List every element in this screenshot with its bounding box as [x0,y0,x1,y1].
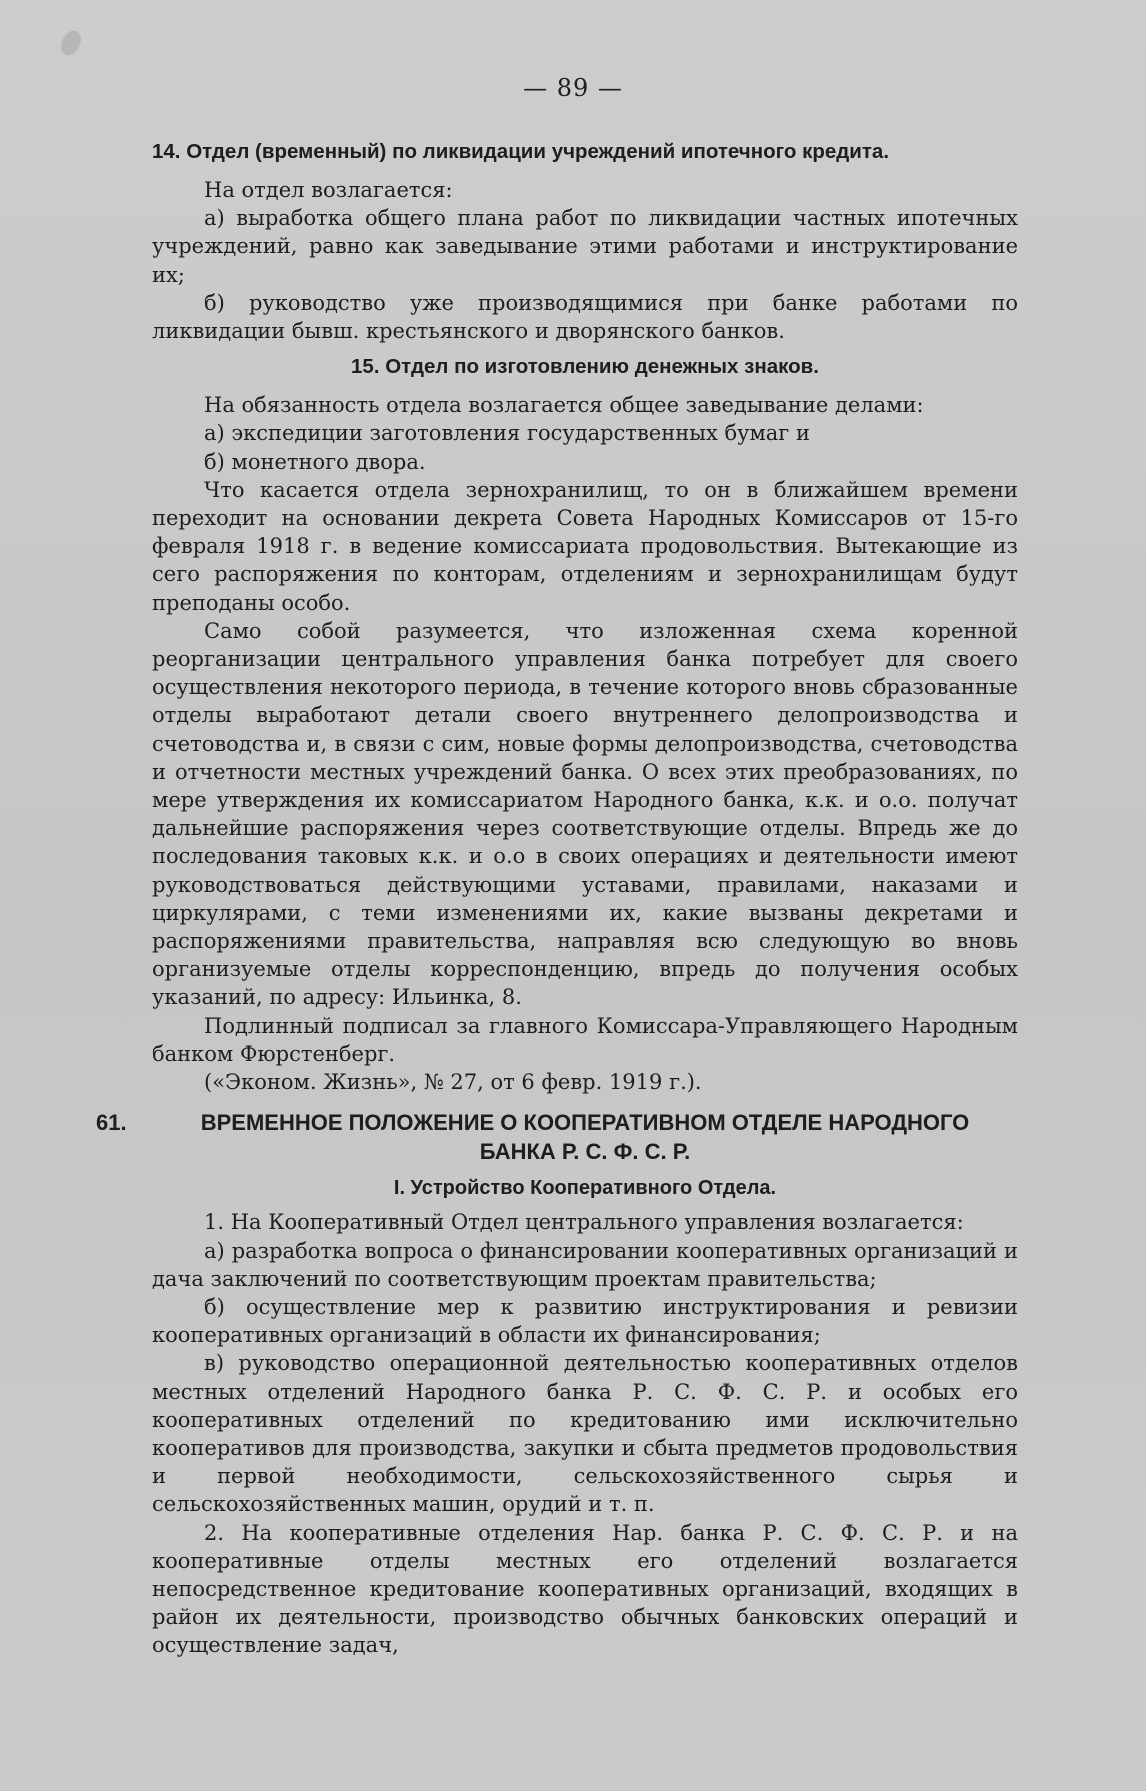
section-14-paragraph: На отдел возлагается: [204,178,453,202]
signature-line: Подлинный подписал за главного Комиссара-Управляющего Народным банком Фюрстенберг. [152,1013,1018,1066]
page-content [96,138,1018,1660]
document-61-subtitle: I. Устройство Кооперативного Отдела. [393,1177,777,1200]
document-61-paragraph: 1. На Кооперативный Отдел центрального управления возлагается: [204,1210,964,1235]
section-15-paragraph: На обязанность отдела возлагается общее заведывание делами: [204,393,924,418]
source-citation: («Эконом. Жизнь», № 27, от 6 февр. 1919 г.). [204,1070,702,1095]
section-15-paragraph: б) монетного двора. [204,449,426,474]
section-14-title: 14. Отдел (временный) по ликвидации учреждений ипотечного кредита. [152,140,890,163]
document-61-paragraph: 2. На кооперативные отделения Нар. банка Р. С. Ф. С. Р. и на кооперативные отделы местных его отделений возлагается непосредственное кредитование кооперативных организаций, входящих в район их деятельности, производство обычных банковских операций и осуществление задач, [152,1520,1018,1658]
page-number: — 89 — [523,74,623,102]
section-15-paragraph: а) экспедиции заготовления государственных бумаг и [204,421,810,446]
document-number: 61. [96,1110,127,1136]
document-61-paragraph: б) осуществление мер к развитию инструктирования и ревизии кооперативных организаций в области их финансирования; [152,1294,1018,1348]
document-title-line-2: БАНКА Р. С. Ф. С. Р. [479,1139,691,1165]
document-title-line-1: ВРЕМЕННОЕ ПОЛОЖЕНИЕ О КООПЕРАТИВНОМ ОТДЕЛЕ НАРОДНОГО [200,1110,970,1136]
section-14-paragraph: а) выработка общего плана работ по ликвидации частных ипотечных учреждений, равно как заведывание этими работами и инструктирование их; [152,206,1018,287]
document-61-heading [96,1108,1018,1166]
document-61-paragraph: а) разработка вопроса о финансировании кооперативных организаций и дача заключений по соответствующим проектам правительства; [152,1238,1018,1291]
ink-smudge [57,27,84,58]
section-14-paragraph: б) руководство уже производящимися при банке работами по ликвидации бывш. крестьянского и дворянского банков. [152,290,1018,344]
section-15-paragraph: Само собой разумеется, что изложенная схема коренной реорганизации центрального управления банка потребует для своего осуществления некоторого периода, в течение которого вновь сбразованные отделы выработают детали своего внутреннего делопроизводства и счетоводства и, в связи с сим, новые формы делопроизводства, счетоводства и отчетности местных учреждений банка. О всех этих преобразованиях, по мере утверждения их комиссариатом Народного банка, к.к. и о.о. получат дальнейшие распоряжения через соответствующие отделы. Впредь же до последования таковых к.к. и о.о в своих операциях и деятельности имеют руководствоваться действующими уставами, правилами, наказами и циркулярами, с теми изменениями их, какие вызваны декретами и распоряжениями правительства, направляя всю следующую во вновь организуемые отделы корреспонденцию, впредь до получения особых указаний, по адресу: Ильинка, 8. [152,618,1018,1010]
document-61-paragraph: в) руководство операционной деятельностью кооперативных отделов местных отделений Народного банка Р. С. Ф. С. Р. и особых его кооперативных отделений по кредитованию ими исключительно кооперативов для производства, закупки и сбыта предметов продовольствия и первой необходимости, сельскохозяйственного сырья и сельскохозяйственных машин, орудий и т. п. [152,1351,1018,1517]
section-15-paragraph: Что касается отдела зернохранилищ, то он в ближайшем времени переходит на основании декрета Совета Народных Комиссаров от 15-го февраля 1918 г. в ведение комиссариата продовольствия. Вытекающие из сего распоряжения по конторам, отделениям и зернохранилищам будут преподаны особо. [152,477,1018,615]
section-15-title: 15. Отдел по изготовлению денежных знаков. [351,355,819,379]
